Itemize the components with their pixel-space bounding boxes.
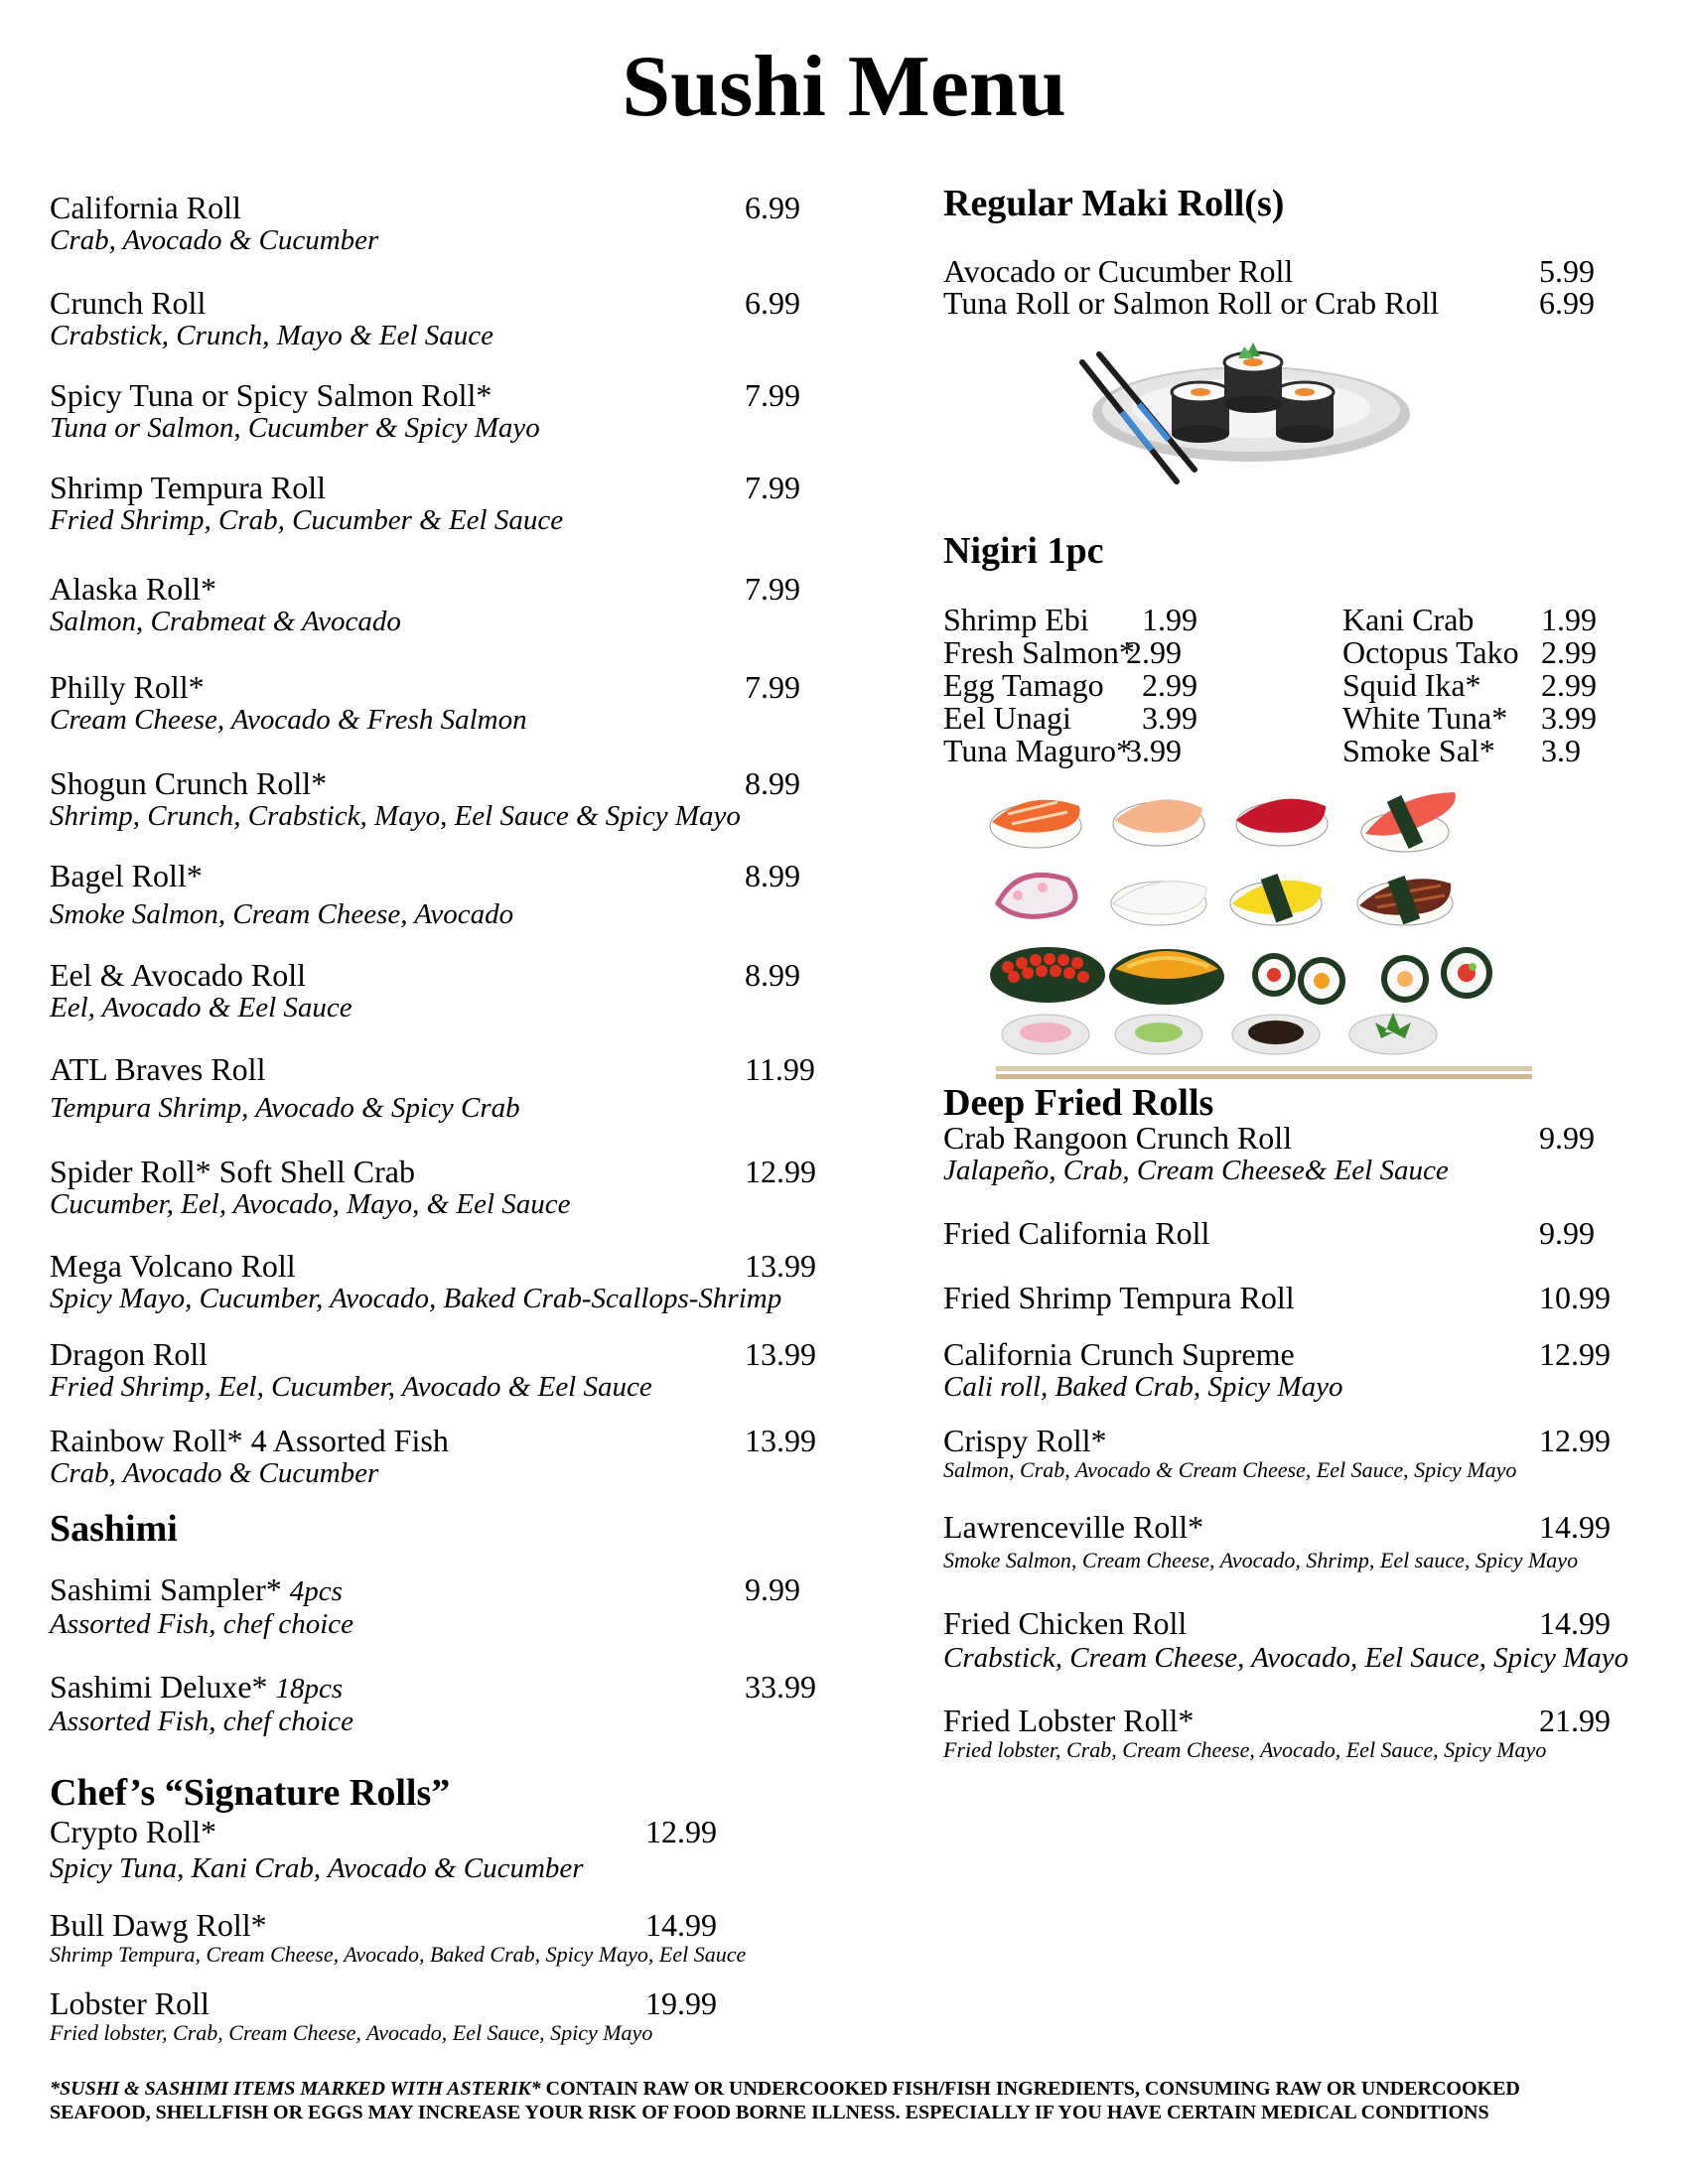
nigiri-name: Egg Tamago <box>943 667 1104 703</box>
menu-item <box>943 1704 1648 1763</box>
menu-item <box>50 1424 824 1489</box>
item-name-text: Sashimi Deluxe* <box>50 1669 268 1705</box>
nigiri-name: Eel Unagi <box>943 700 1071 736</box>
item-desc: Crab, Avocado & Cucumber <box>50 1457 379 1489</box>
menu-item <box>50 1155 824 1220</box>
item-desc: Cali roll, Baked Crab, Spicy Mayo <box>943 1371 1343 1403</box>
item-desc: Smoke Salmon, Cream Cheese, Avocado, Shrimp, Eel sauce, Spicy Mayo <box>943 1548 1579 1572</box>
item-desc: Spicy Tuna, Kani Crab, Avocado & Cucumber <box>50 1852 584 1884</box>
item-pieces: 4pcs <box>289 1575 343 1607</box>
nigiri-item <box>1342 635 1601 669</box>
item-desc: Tempura Shrimp, Avocado & Spicy Crab <box>50 1092 520 1124</box>
menu-item <box>943 1424 1648 1483</box>
item-desc: Eel, Avocado & Eel Sauce <box>50 992 352 1024</box>
item-name: Alaska Roll* <box>50 571 216 607</box>
nigiri-name: White Tuna* <box>1342 700 1508 736</box>
item-price: 21.99 <box>1539 1703 1611 1738</box>
item-name: Crispy Roll* <box>943 1423 1107 1458</box>
item-price: 12.99 <box>1539 1336 1611 1372</box>
disclaimer-lead: *SUSHI & SASHIMI ITEMS MARKED WITH ASTERIK* <box>50 2078 541 2100</box>
menu-item <box>50 766 844 832</box>
item-price: 9.99 <box>1539 1215 1595 1251</box>
item-desc: Cucumber, Eel, Avocado, Mayo, & Eel Sauce <box>50 1188 571 1220</box>
item-desc: Fried Shrimp, Eel, Cucumber, Avocado & Eel Sauce <box>50 1371 652 1403</box>
disclaimer-line-2: SEAFOOD, SHELLFISH OR EGGS MAY INCREASE YOUR RISK OF FOOD BORNE ILLNESS. ESPECIALLY IF YOU HAVE CERTAIN MEDICAL CONDITIONS <box>50 2102 1489 2123</box>
item-name: ATL Braves Roll <box>50 1051 266 1087</box>
nigiri-item <box>1342 734 1601 767</box>
nigiri-name: Kani Crab <box>1342 602 1475 637</box>
item-desc: Tuna or Salmon, Cucumber & Spicy Mayo <box>50 412 540 444</box>
item-desc: Spicy Mayo, Cucumber, Avocado, Baked Crab-Scallops-Shrimp <box>50 1283 782 1314</box>
menu-item <box>50 670 824 736</box>
item-name <box>50 1572 824 1608</box>
item-name: Tuna Roll or Salmon Roll or Crab Roll <box>943 285 1440 321</box>
menu-item <box>943 1281 1638 1314</box>
menu-item <box>943 286 1618 320</box>
menu-item <box>50 286 824 351</box>
nigiri-price: 1.99 <box>1541 602 1597 637</box>
item-desc: Crabstick, Cream Cheese, Avocado, Eel Sauce, Spicy Mayo <box>943 1642 1629 1674</box>
raw-food-disclaimer <box>50 2077 1648 2124</box>
item-name: Fried Chicken Roll <box>943 1605 1188 1641</box>
section-heading-sashimi: Sashimi <box>50 1508 178 1550</box>
item-price: 7.99 <box>745 470 800 505</box>
menu-item <box>50 1908 824 1968</box>
nigiri-item <box>943 635 1201 669</box>
nigiri-price: 2.99 <box>1142 667 1197 703</box>
nigiri-item <box>1342 701 1601 735</box>
item-price: 10.99 <box>1539 1280 1611 1315</box>
nigiri-item <box>1342 603 1601 636</box>
item-price: 14.99 <box>1539 1605 1611 1641</box>
item-desc: Crabstick, Crunch, Mayo & Eel Sauce <box>50 320 493 351</box>
item-price: 7.99 <box>745 669 800 705</box>
item-name: Crab Rangoon Crunch Roll <box>943 1120 1293 1156</box>
item-name: Mega Volcano Roll <box>50 1248 296 1284</box>
nigiri-price: 2.99 <box>1541 634 1597 670</box>
menu-item <box>943 1337 1638 1403</box>
item-price: 6.99 <box>1539 285 1595 321</box>
item-desc: Assorted Fish, chef choice <box>50 1706 354 1737</box>
section-heading-nigiri: Nigiri 1pc <box>943 530 1104 572</box>
item-name-text: Sashimi Sampler* <box>50 1571 282 1607</box>
nigiri-item <box>943 734 1201 767</box>
item-price: 9.99 <box>1539 1120 1595 1156</box>
item-name: Crunch Roll <box>50 285 207 321</box>
item-price: 7.99 <box>745 377 800 413</box>
item-desc: Cream Cheese, Avocado & Fresh Salmon <box>50 704 527 736</box>
menu-item <box>943 1121 1638 1186</box>
menu-item <box>50 1052 824 1124</box>
item-name: Bull Dawg Roll* <box>50 1907 267 1943</box>
item-name: Rainbow Roll* 4 Assorted Fish <box>50 1423 449 1458</box>
disclaimer-line-1-text: CONTAIN RAW OR UNDERCOOKED FISH/FISH INGREDIENTS, CONSUMING RAW OR UNDERCOOKED <box>540 2078 1520 2100</box>
item-name: Avocado or Cucumber Roll <box>943 253 1294 289</box>
item-price: 5.99 <box>1539 253 1595 289</box>
item-desc: Fried lobster, Crab, Cream Cheese, Avocado, Eel Sauce, Spicy Mayo <box>50 2020 653 2045</box>
maki-plate-illustration <box>1077 342 1415 491</box>
menu-item <box>50 1670 824 1737</box>
item-name: Shogun Crunch Roll* <box>50 765 328 801</box>
item-name: California Crunch Supreme <box>943 1336 1295 1372</box>
nigiri-price: 3.99 <box>1541 700 1597 736</box>
item-name <box>50 1670 824 1706</box>
nigiri-price: 2.99 <box>1541 667 1597 703</box>
item-desc: Fried Shrimp, Crab, Cucumber & Eel Sauce <box>50 504 564 536</box>
item-name: Crypto Roll* <box>50 1814 217 1849</box>
item-price: 19.99 <box>645 1985 717 2021</box>
item-price: 8.99 <box>745 957 800 993</box>
nigiri-price: 1.99 <box>1142 602 1197 637</box>
menu-item <box>50 859 824 930</box>
nigiri-item <box>1342 668 1601 702</box>
item-price: 8.99 <box>745 858 800 893</box>
item-desc: Salmon, Crab, Avocado & Cream Cheese, Eel Sauce, Spicy Mayo <box>943 1457 1517 1482</box>
item-price: 12.99 <box>645 1814 717 1849</box>
item-name: Eel & Avocado Roll <box>50 957 307 993</box>
nigiri-name: Octopus Tako <box>1342 634 1519 670</box>
item-price: 12.99 <box>1539 1423 1611 1458</box>
nigiri-price: 3.9 <box>1541 733 1581 768</box>
nigiri-name: Shrimp Ebi <box>943 602 1089 637</box>
item-name: Bagel Roll* <box>50 858 203 893</box>
menu-item <box>50 1337 824 1403</box>
menu-item <box>50 191 824 256</box>
menu-item <box>50 1572 824 1640</box>
nigiri-name: Smoke Sal* <box>1342 733 1495 768</box>
nigiri-assortment-illustration <box>988 784 1544 1082</box>
section-heading-signature: Chef’s “Signature Rolls” <box>50 1772 451 1814</box>
item-name: Lobster Roll <box>50 1985 210 2021</box>
item-price: 33.99 <box>745 1669 816 1705</box>
item-price: 13.99 <box>745 1423 816 1458</box>
item-name: Fried Lobster Roll* <box>943 1703 1195 1738</box>
item-name: Fried California Roll <box>943 1215 1210 1251</box>
item-desc: Shrimp Tempura, Cream Cheese, Avocado, Baked Crab, Spicy Mayo, Eel Sauce <box>50 1942 747 1967</box>
menu-item <box>50 1815 824 1884</box>
item-price: 6.99 <box>745 285 800 321</box>
nigiri-price: 3.99 <box>1142 700 1197 736</box>
item-name: Fried Shrimp Tempura Roll <box>943 1280 1295 1315</box>
item-name: Philly Roll* <box>50 669 205 705</box>
item-name: Spicy Tuna or Spicy Salmon Roll* <box>50 377 492 413</box>
item-pieces: 18pcs <box>275 1673 344 1705</box>
menu-item <box>943 1216 1638 1250</box>
item-price: 14.99 <box>645 1907 717 1943</box>
disclaimer-line-1 <box>50 2077 1648 2101</box>
menu-item <box>50 471 824 536</box>
menu-item <box>943 1510 1648 1573</box>
item-price: 7.99 <box>745 571 800 607</box>
nigiri-price: 3.99 <box>1126 733 1182 768</box>
item-name: Shrimp Tempura Roll <box>50 470 327 505</box>
nigiri-name: Squid Ika* <box>1342 667 1481 703</box>
item-price: 11.99 <box>745 1051 815 1087</box>
nigiri-name: Fresh Salmon* <box>943 634 1135 670</box>
item-desc: Jalapeño, Crab, Cream Cheese& Eel Sauce <box>943 1155 1449 1186</box>
menu-item <box>50 1249 844 1314</box>
item-price: 6.99 <box>745 190 800 225</box>
nigiri-price: 2.99 <box>1126 634 1182 670</box>
item-name: Lawrenceville Roll* <box>943 1509 1204 1545</box>
nigiri-item <box>943 603 1201 636</box>
item-name: California Roll <box>50 190 241 225</box>
nigiri-name: Tuna Maguro* <box>943 733 1132 768</box>
item-price: 9.99 <box>745 1571 800 1607</box>
section-heading-maki: Regular Maki Roll(s) <box>943 183 1285 224</box>
item-name: Spider Roll* Soft Shell Crab <box>50 1154 415 1189</box>
menu-item <box>943 1606 1648 1674</box>
menu-item <box>50 378 824 444</box>
item-desc: Fried lobster, Crab, Cream Cheese, Avocado, Eel Sauce, Spicy Mayo <box>943 1737 1547 1762</box>
section-heading-deep-fried: Deep Fried Rolls <box>943 1082 1214 1124</box>
nigiri-item <box>943 668 1201 702</box>
item-name: Dragon Roll <box>50 1336 209 1372</box>
item-price: 12.99 <box>745 1154 816 1189</box>
item-price: 13.99 <box>745 1336 816 1372</box>
nigiri-item <box>943 701 1201 735</box>
menu-title: Sushi Menu <box>622 39 1066 135</box>
menu-item <box>50 958 824 1024</box>
item-desc: Crab, Avocado & Cucumber <box>50 224 379 256</box>
menu-item <box>943 254 1618 288</box>
item-price: 14.99 <box>1539 1509 1611 1545</box>
item-desc: Assorted Fish, chef choice <box>50 1608 354 1640</box>
item-price: 8.99 <box>745 765 800 801</box>
item-desc: Salmon, Crabmeat & Avocado <box>50 606 401 637</box>
menu-item <box>50 572 824 637</box>
menu-item <box>50 1986 824 2046</box>
item-desc: Shrimp, Crunch, Crabstick, Mayo, Eel Sauce & Spicy Mayo <box>50 800 741 832</box>
item-desc: Smoke Salmon, Cream Cheese, Avocado <box>50 898 514 930</box>
item-price: 13.99 <box>745 1248 816 1284</box>
